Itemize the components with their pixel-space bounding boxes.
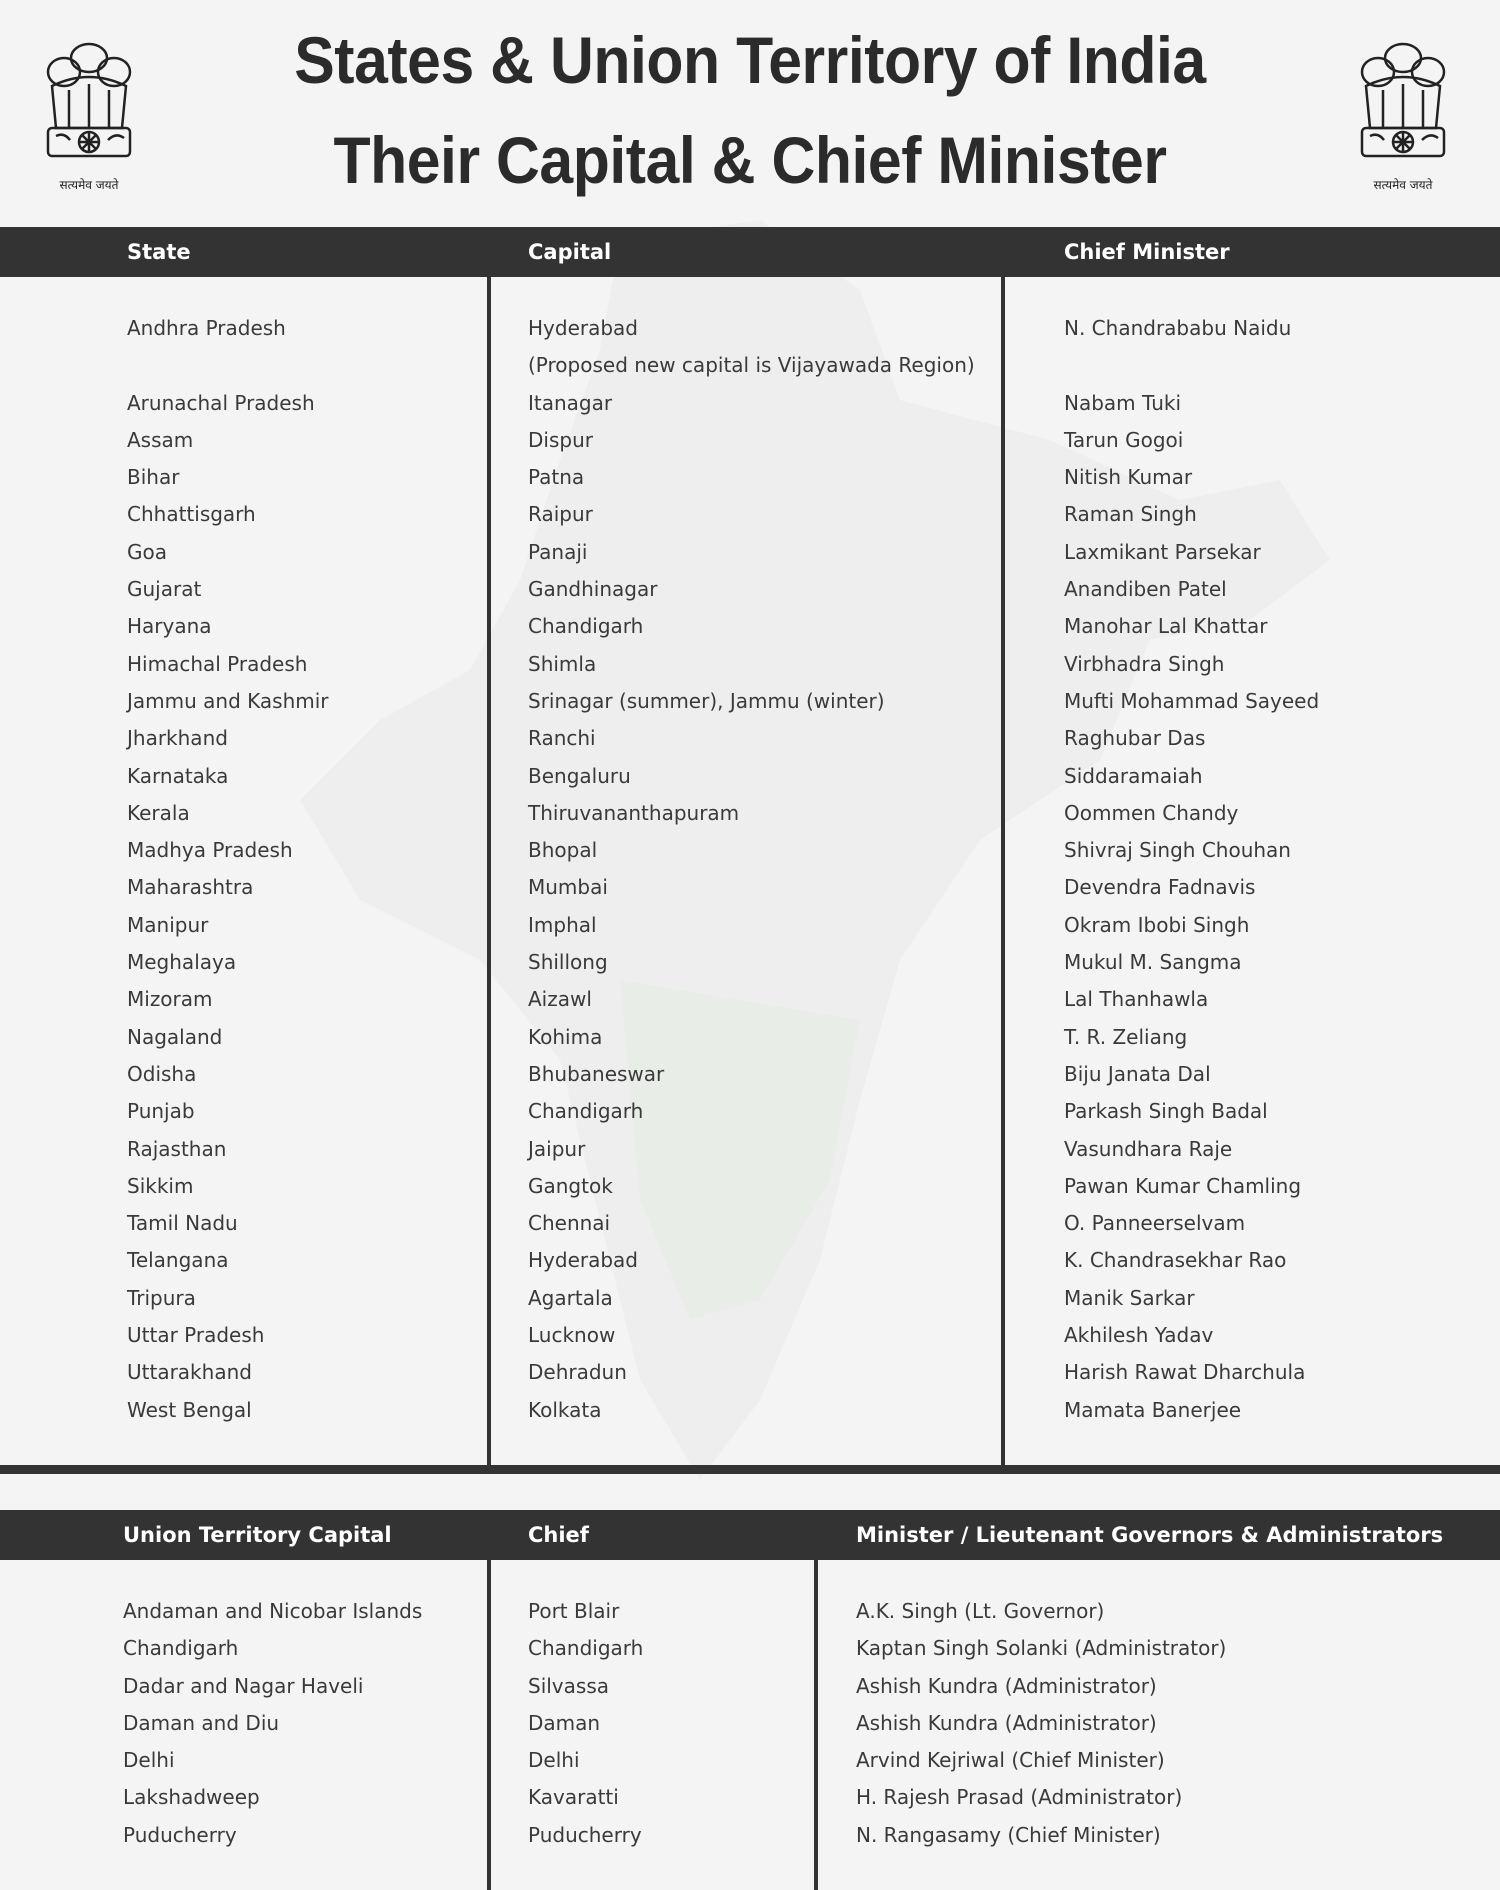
table-cell-state: Odisha [127, 1061, 197, 1086]
table-cell-chief-minister: Devendra Fadnavis [1064, 875, 1256, 900]
table-cell-chief-minister: Anandiben Patel [1064, 577, 1227, 602]
union-territories-column [123, 1593, 422, 1854]
table-cell-chief-minister: Akhilesh Yadav [1064, 1323, 1214, 1348]
ut-heads-column [856, 1593, 1226, 1854]
table-cell-chief-minister: O. Panneerselvam [1064, 1211, 1246, 1236]
table-cell-chief-minister [1064, 347, 1319, 384]
table-cell-capital: Jaipur [528, 1136, 586, 1161]
table-cell-union-territory: Delhi [123, 1748, 175, 1773]
table-cell-ut-head: Arvind Kejriwal (Chief Minister) [856, 1748, 1165, 1773]
emblem-right [1348, 28, 1458, 198]
table-cell-state: Madhya Pradesh [127, 838, 293, 863]
ut-table-header [0, 1510, 1500, 1560]
table-cell-state: Goa [127, 539, 167, 564]
table-cell-state: Nagaland [127, 1024, 223, 1049]
table-cell-ut-head: Ashish Kundra (Administrator) [856, 1673, 1157, 1698]
header-capital: Capital [528, 240, 612, 264]
chief-ministers-column [1064, 310, 1319, 1429]
header-chief-minister: Chief Minister [1064, 240, 1230, 264]
page-title-line1: States & Union Territory of India [294, 23, 1206, 97]
table-cell-chief-minister: Nitish Kumar [1064, 465, 1193, 490]
table-cell-state: Haryana [127, 614, 212, 639]
table-cell-ut-capital: Puducherry [528, 1822, 642, 1847]
column-divider [1001, 277, 1005, 1465]
table-cell-state: Jammu and Kashmir [127, 688, 329, 713]
table-cell-union-territory: Lakshadweep [123, 1785, 260, 1810]
states-table-header [0, 227, 1500, 277]
table-cell-capital: Bengaluru [528, 763, 631, 788]
table-cell-capital: Raipur [528, 502, 593, 527]
table-cell-chief-minister: Mamata Banerjee [1064, 1397, 1242, 1422]
table-cell-chief-minister: Harish Rawat Dharchula [1064, 1360, 1306, 1385]
section-divider [0, 1465, 1500, 1474]
national-emblem-icon [34, 28, 144, 176]
capitals-column [528, 310, 975, 1429]
table-cell-chief-minister: Raghubar Das [1064, 726, 1206, 751]
table-cell-ut-head: A.K. Singh (Lt. Governor) [856, 1599, 1105, 1623]
table-cell-capital: (Proposed new capital is Vijayawada Region) [528, 353, 975, 378]
table-cell-capital: Thiruvananthapuram [528, 800, 740, 825]
table-cell-state: Arunachal Pradesh [127, 390, 315, 415]
table-cell-capital: Imphal [528, 912, 597, 937]
table-cell-state: Jharkhand [127, 726, 228, 751]
table-cell-state: Tamil Nadu [127, 1211, 238, 1236]
table-cell-chief-minister: Tarun Gogoi [1064, 427, 1184, 452]
table-cell-state: Kerala [127, 800, 190, 825]
table-cell-chief-minister: Laxmikant Parsekar [1064, 539, 1261, 564]
table-cell-capital: Chandigarh [528, 614, 644, 639]
table-cell-chief-minister: Vasundhara Raje [1064, 1136, 1233, 1161]
column-divider [487, 277, 491, 1465]
table-cell-capital: Patna [528, 465, 585, 490]
table-cell-capital: Bhopal [528, 838, 598, 863]
table-cell-state: Karnataka [127, 763, 229, 788]
table-cell-capital: Aizawl [528, 987, 592, 1012]
table-cell-chief-minister: Shivraj Singh Chouhan [1064, 838, 1291, 863]
table-cell-capital: Hyderabad [528, 316, 638, 340]
table-cell-capital: Kohima [528, 1024, 603, 1049]
table-cell-state: Meghalaya [127, 950, 237, 975]
table-cell-capital: Ranchi [528, 726, 596, 751]
table-cell-capital: Dispur [528, 427, 593, 452]
table-cell-chief-minister: Mukul M. Sangma [1064, 950, 1242, 975]
table-cell-state: Andhra Pradesh [127, 316, 286, 340]
table-cell-union-territory: Andaman and Nicobar Islands [123, 1599, 423, 1623]
table-cell-chief-minister: Parkash Singh Badal [1064, 1099, 1268, 1124]
table-cell-ut-capital: Daman [528, 1710, 601, 1735]
table-cell-capital: Mumbai [528, 875, 608, 900]
table-cell-chief-minister: Siddaramaiah [1064, 763, 1203, 788]
table-cell-ut-capital: Delhi [528, 1748, 580, 1773]
table-cell-capital: Chandigarh [528, 1099, 644, 1124]
table-cell-chief-minister: Manohar Lal Khattar [1064, 614, 1268, 639]
emblem-motto: सत्यमेव जयते [1373, 178, 1433, 192]
table-cell-ut-capital: Chandigarh [528, 1636, 644, 1661]
table-cell-ut-capital: Port Blair [528, 1599, 620, 1623]
header-state: State [127, 240, 191, 264]
table-cell-union-territory: Puducherry [123, 1822, 237, 1847]
table-cell-state: Gujarat [127, 577, 202, 602]
header-minister: Minister / Lieutenant Governors & Administrators [856, 1523, 1444, 1547]
table-cell-state: Mizoram [127, 987, 213, 1012]
table-cell-chief-minister: Nabam Tuki [1064, 390, 1182, 415]
table-cell-capital: Kolkata [528, 1397, 602, 1422]
page-title-line2: Their Capital & Chief Minister [333, 123, 1167, 197]
header-chief: Chief [528, 1523, 589, 1547]
table-cell-union-territory: Daman and Diu [123, 1710, 280, 1735]
table-cell-capital: Srinagar (summer), Jammu (winter) [528, 688, 885, 713]
table-cell-ut-capital: Silvassa [528, 1673, 609, 1698]
table-cell-ut-head: N. Rangasamy (Chief Minister) [856, 1822, 1161, 1847]
table-cell-chief-minister: Pawan Kumar Chamling [1064, 1173, 1302, 1198]
table-cell-capital: Chennai [528, 1211, 611, 1236]
table-cell-state: Maharashtra [127, 875, 254, 900]
table-cell-capital: Gandhinagar [528, 577, 658, 602]
table-cell-capital: Panaji [528, 539, 588, 564]
table-cell-chief-minister: N. Chandrababu Naidu [1064, 316, 1292, 340]
table-cell-chief-minister: Raman Singh [1064, 502, 1197, 527]
table-cell-state [127, 347, 329, 384]
table-cell-capital: Shimla [528, 651, 597, 676]
header-ut-capital: Union Territory Capital [123, 1523, 392, 1547]
table-cell-state: Rajasthan [127, 1136, 227, 1161]
table-cell-chief-minister: Mufti Mohammad Sayeed [1064, 688, 1320, 713]
table-cell-chief-minister: Manik Sarkar [1064, 1285, 1195, 1310]
table-cell-state: Manipur [127, 912, 209, 937]
table-cell-state: Uttar Pradesh [127, 1323, 265, 1348]
table-cell-chief-minister: Virbhadra Singh [1064, 651, 1225, 676]
table-cell-union-territory: Chandigarh [123, 1636, 239, 1661]
national-emblem-icon [1348, 28, 1458, 176]
page-header [0, 0, 1500, 226]
table-cell-union-territory: Dadar and Nagar Haveli [123, 1673, 364, 1698]
table-cell-state: Uttarakhand [127, 1360, 252, 1385]
table-cell-ut-capital: Kavaratti [528, 1785, 619, 1810]
states-column [127, 310, 329, 1429]
table-cell-capital: Dehradun [528, 1360, 627, 1385]
table-cell-ut-head: Ashish Kundra (Administrator) [856, 1710, 1157, 1735]
column-divider [814, 1560, 818, 1890]
table-cell-chief-minister: Okram Ibobi Singh [1064, 912, 1250, 937]
table-cell-ut-head: H. Rajesh Prasad (Administrator) [856, 1785, 1183, 1810]
table-cell-chief-minister: Lal Thanhawla [1064, 987, 1209, 1012]
table-cell-chief-minister: K. Chandrasekhar Rao [1064, 1248, 1287, 1273]
table-cell-capital: Shillong [528, 950, 608, 975]
table-cell-state: Sikkim [127, 1173, 194, 1198]
table-cell-chief-minister: Oommen Chandy [1064, 800, 1239, 825]
table-cell-chief-minister: T. R. Zeliang [1064, 1024, 1188, 1049]
column-divider [487, 1560, 491, 1890]
table-cell-capital: Hyderabad [528, 1248, 638, 1273]
table-cell-state: Himachal Pradesh [127, 651, 308, 676]
table-cell-capital: Itanagar [528, 390, 613, 415]
table-cell-capital: Agartala [528, 1285, 613, 1310]
ut-capitals-column [528, 1593, 643, 1854]
emblem-left [34, 28, 144, 198]
table-cell-state: Telangana [127, 1248, 229, 1273]
table-cell-capital: Gangtok [528, 1173, 613, 1198]
table-cell-capital: Lucknow [528, 1323, 616, 1348]
table-cell-state: Chhattisgarh [127, 502, 256, 527]
emblem-motto: सत्यमेव जयते [59, 178, 119, 192]
table-cell-capital: Bhubaneswar [528, 1061, 665, 1086]
table-cell-chief-minister: Biju Janata Dal [1064, 1061, 1211, 1086]
table-cell-state: Punjab [127, 1099, 195, 1124]
table-cell-state: Bihar [127, 465, 180, 490]
table-cell-state: Tripura [127, 1285, 196, 1310]
table-cell-state: West Bengal [127, 1397, 252, 1422]
table-cell-ut-head: Kaptan Singh Solanki (Administrator) [856, 1636, 1227, 1661]
table-cell-state: Assam [127, 427, 194, 452]
